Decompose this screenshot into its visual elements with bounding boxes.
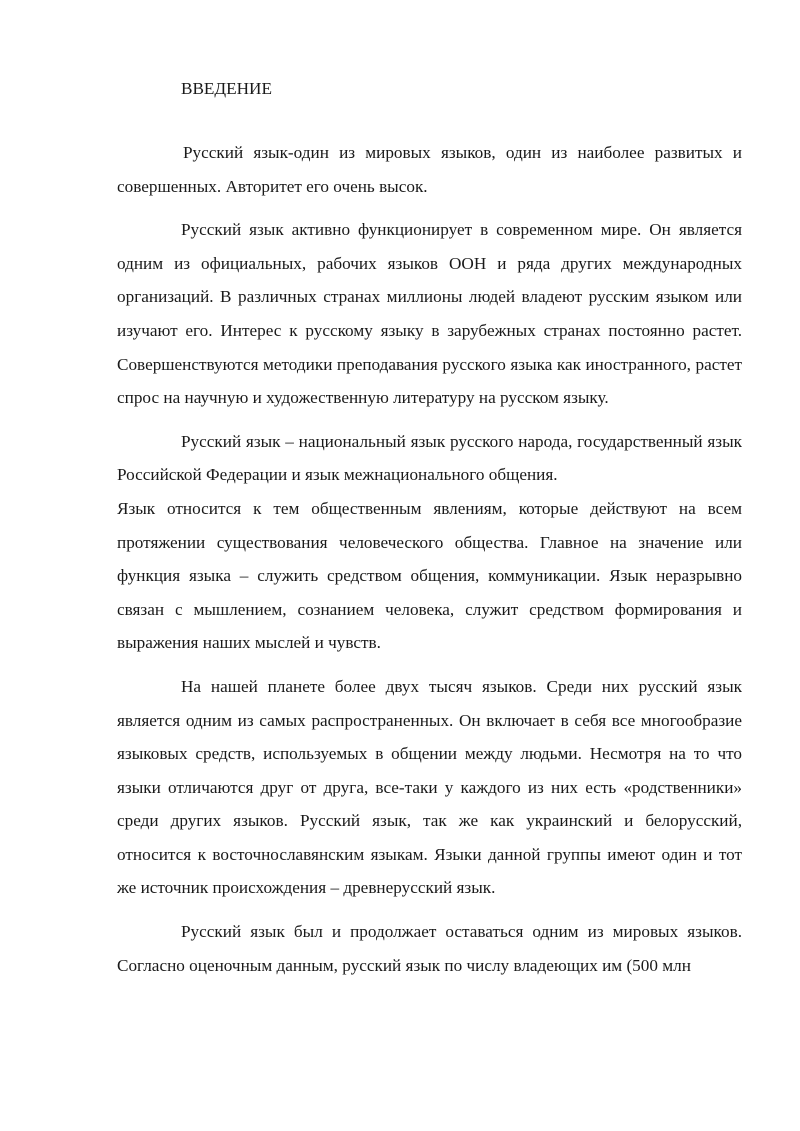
paragraph-6: Русский язык был и продолжает оставаться одним из мировых языков. Согласно оценочным данным, русский язык по числу владеющих им (500 млн: [117, 922, 742, 975]
paragraph-4: Язык относится к тем общественным явлениям, которые действуют на всем протяжении существования человеческого общества. Главное на значение или функция языка – служить средством общения, коммуникации. Язык неразрывно связан с мышлением, сознанием человека, служит средством формирования и выражения наших мыслей и чувств.: [117, 498, 742, 653]
document-body: [117, 136, 742, 982]
paragraph-5: На нашей планете более двух тысяч языков. Среди них русский язык является одним из самых распространенных. Он включает в себя все многообразие языковых средств, используемых в общении между людьми. Несмотря на то что языки отличаются друг от друга, все-таки у каждого из них есть «родственники» среди других языков. Русский язык, так же как украинский и белорусский, относится к восточнославянским языкам. Языки данной группы имеют один и тот же источник происхождения – древнерусский язык.: [117, 676, 742, 898]
paragraph-2: Русский язык активно функционирует в современном мире. Он является одним из официальных, рабочих языков ООН и ряда других международных организаций. В различных странах миллионы людей владеют русским языком или изучают его. Интерес к русскому языку в зарубежных странах постоянно растет. Совершенствуются методики преподавания русского языка как иностранного, растет спрос на научную и художественную литературу на русском языку.: [117, 220, 742, 408]
paragraph-1: Русский язык-один из мировых языков, один из наиболее развитых и совершенных. Авторитет его очень высок.: [117, 143, 742, 196]
paragraph-3: Русский язык – национальный язык русского народа, государственный язык Российской Федерации и язык межнационального общения.: [117, 431, 742, 485]
page-title: ВВЕДЕНИЕ: [181, 79, 272, 98]
